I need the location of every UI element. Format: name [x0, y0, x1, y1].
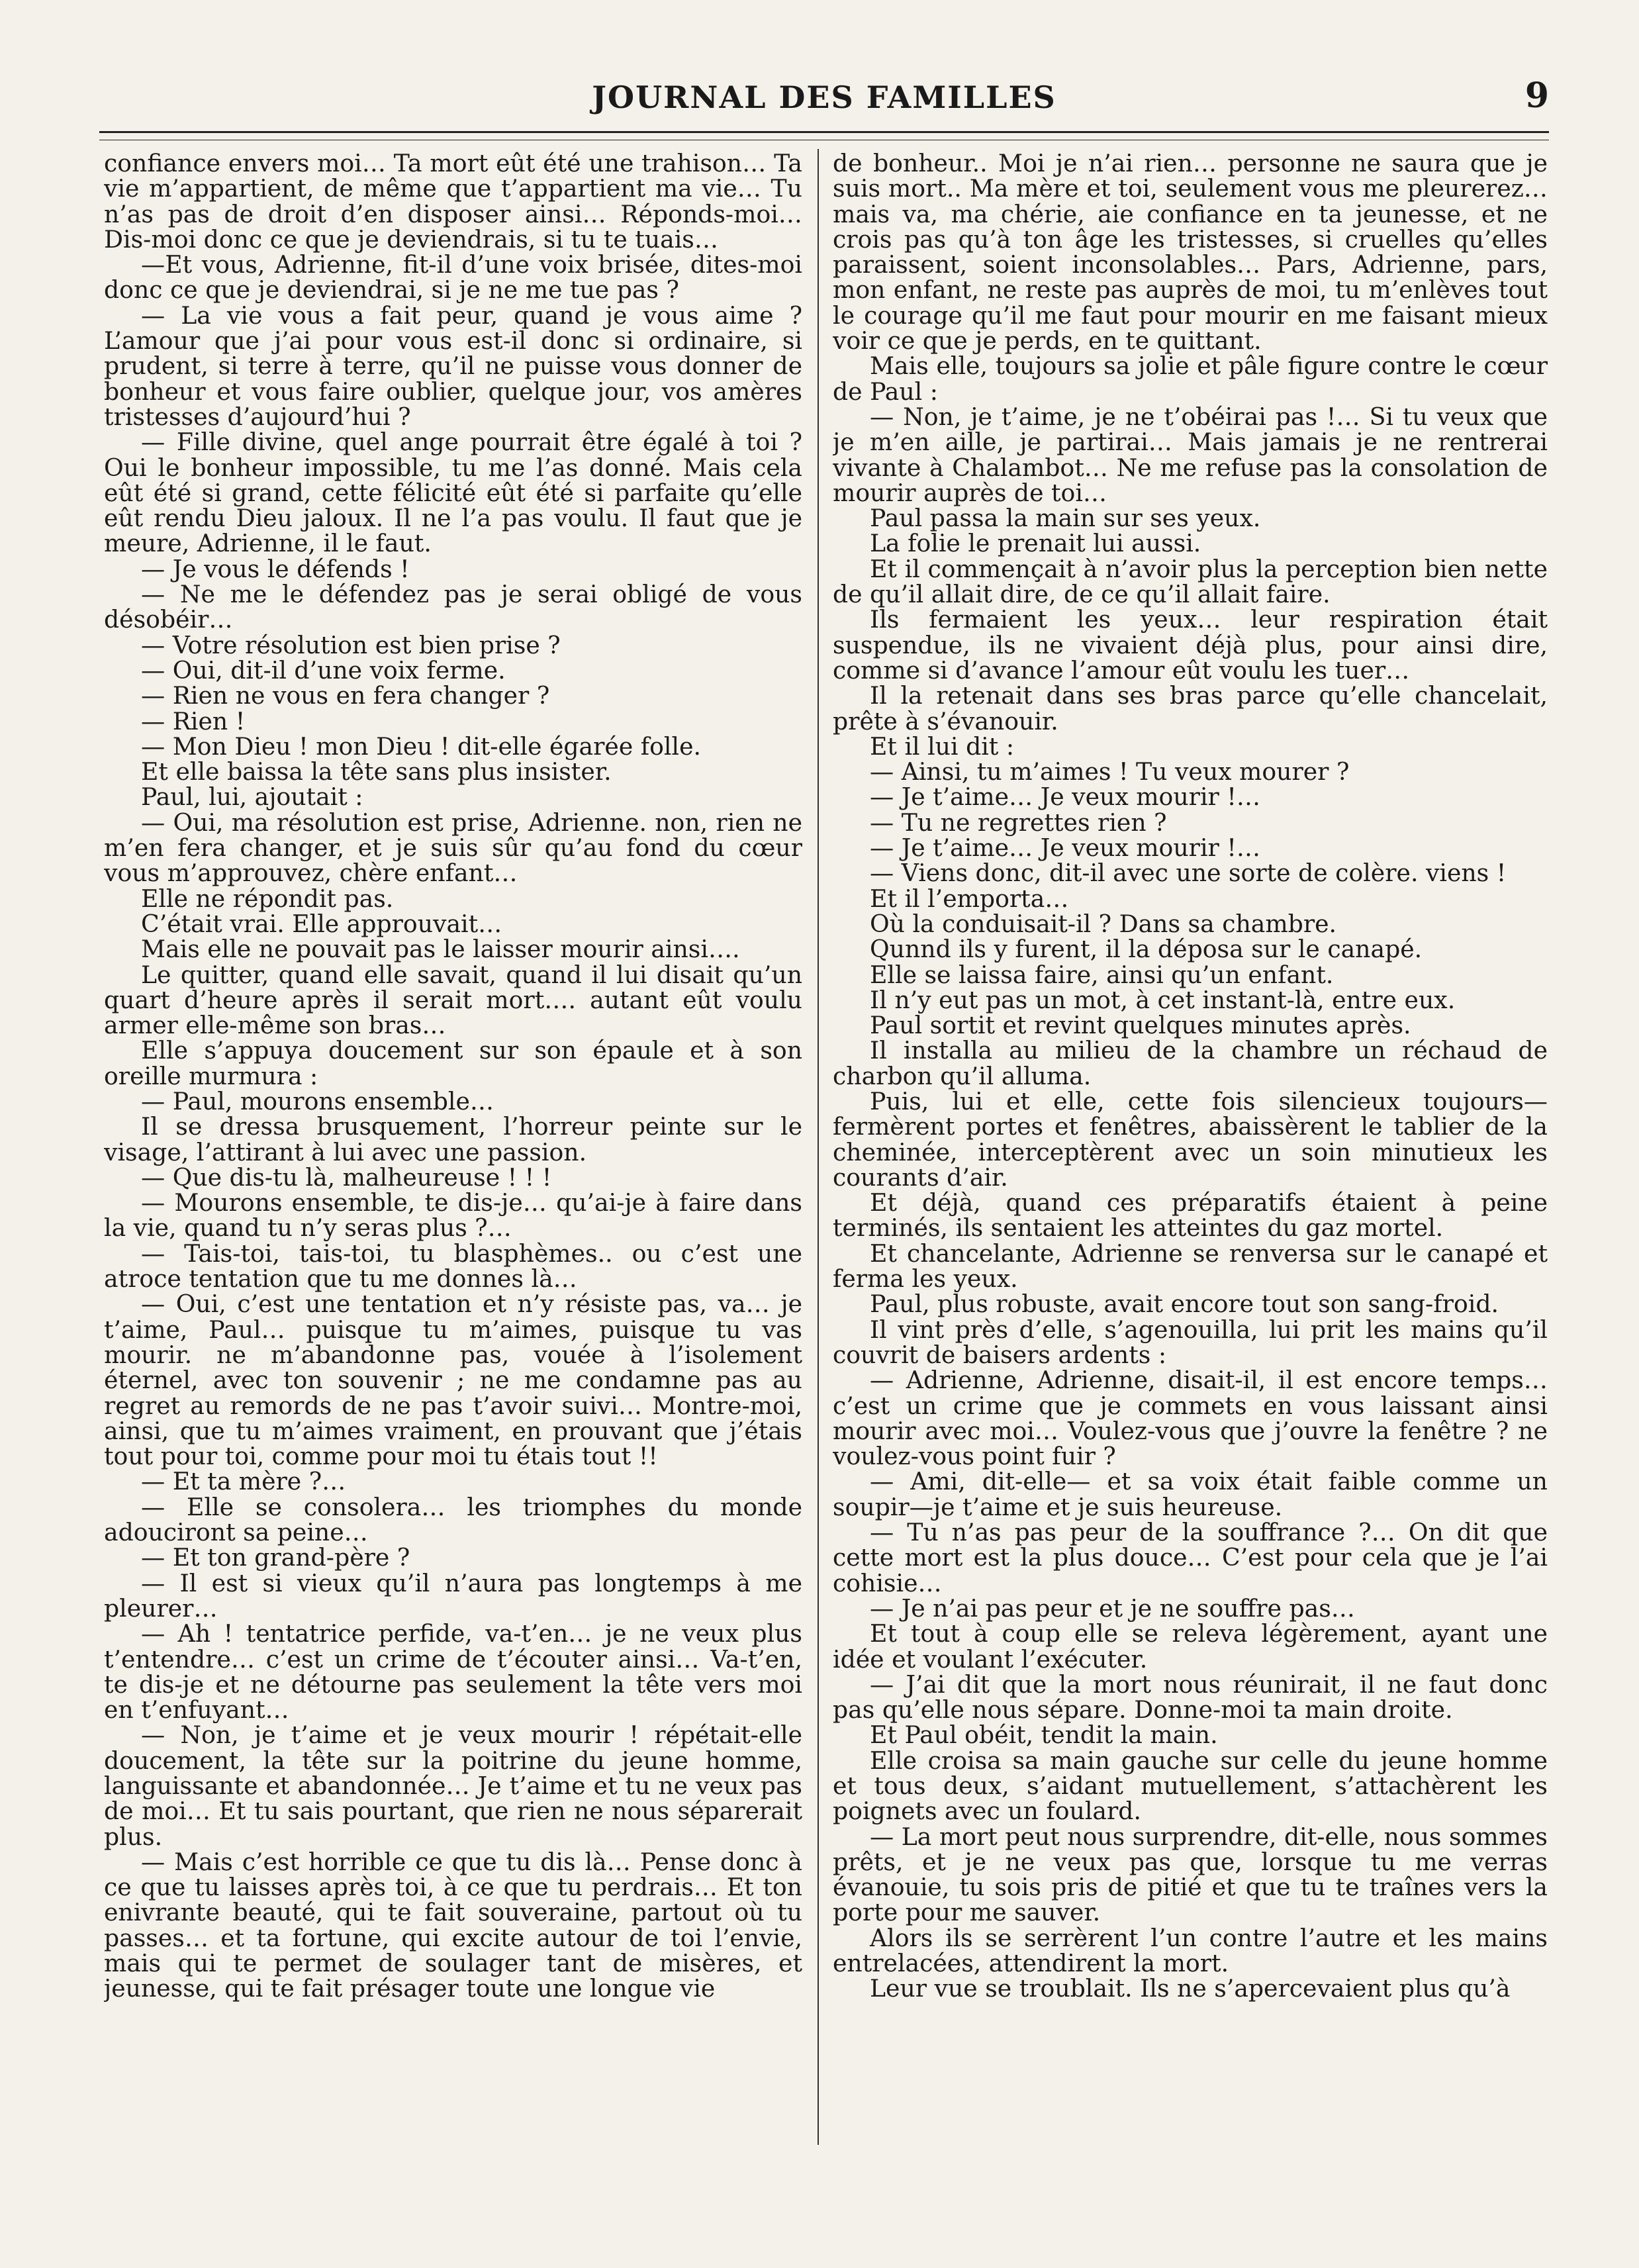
paragraph: C’était vrai. Elle approuvait…	[141, 909, 502, 938]
paragraph: — Ami, dit-elle— et sa voix était faible comme un soupir—je t’aime et je suis heureuse.	[833, 1467, 1548, 1521]
paragraph: — Non, je t’aime et je veux mourir ! répétait-elle doucement, la tête sur la poitrine du jeune homme, languissante et abandonnée… Je t’aime et tu ne veux pas de moi… Et tu sais pourtant, que rien ne nous séparerait plus.	[104, 1721, 802, 1851]
left-column	[104, 151, 802, 2144]
paragraph: Il vint près d’elle, s’agenouilla, lui prit les mains qu’il couvrit de baisers ardents :	[833, 1315, 1548, 1369]
page-header	[99, 73, 1549, 126]
paragraph: Il n’y eut pas un mot, à cet instant-là, entre eux.	[870, 985, 1456, 1014]
paragraph: — Rien !	[141, 706, 246, 735]
paragraph: Le quitter, quand elle savait, quand il lui disait qu’un quart d’heure après il serait mort…. autant eût voulu armer elle-même son bras…	[104, 960, 802, 1040]
paragraph: — Tais-toi, tais-toi, tu blasphèmes.. ou c’est une atroce tentation que tu me donnes là…	[104, 1239, 802, 1294]
paragraph: — Je vous le défends !	[141, 554, 410, 583]
paragraph: — Non, je t’aime, je ne t’obéirai pas !… Si tu veux que je m’en aille, je partirai… Mais jamais je ne rentrerai vivante à Chalambot… Ne me refuse pas la consolation de mourir auprès de toi…	[833, 402, 1548, 507]
paragraph: de bonheur.. Moi je n’ai rien… personne ne saura que je suis mort.. Ma mère et toi, seulement vous me pleurerez… mais va, ma chérie, aie confiance en ta jeunesse, et ne crois pas qu’à ton âge les tristesses, si cruelles qu’elles paraissent, soient inconsolables… Pars, Adrienne, pars, mon enfant, ne reste pas auprès de moi, tu m’enlèves tout le courage qu’il me faut pour mourir en me faisant mieux voir ce que je perds, en te quittant.	[833, 151, 1548, 355]
paragraph: confiance envers moi… Ta mort eût été une trahison… Ta vie m’appartient, de même que t’appartient ma vie… Tu n’as pas de droit d’en disposer ainsi… Réponds-moi… Dis-moi donc ce que je deviendrais, si tu te tuais…	[104, 151, 802, 254]
paragraph: — Elle se consolera… les triomphes du monde adouciront sa peine…	[104, 1492, 802, 1547]
paragraph: Et il lui dit :	[870, 732, 1015, 761]
paragraph: — Adrienne, Adrienne, disait-il, il est encore temps… c’est un crime que je commets en vous laissant ainsi mourir avec moi… Voulez-vous que j’ouvre la fenêtre ? ne voulez-vous point fuir ?	[833, 1366, 1548, 1471]
paragraph: — Oui, dit-il d’une voix ferme.	[141, 655, 506, 685]
paragraph: — Viens donc, dit-il avec une sorte de colère. viens !	[870, 859, 1507, 888]
paragraph: —Et vous, Adrienne, fit-il d’une voix brisée, dites-moi donc ce que je deviendrai, si je ne me tue pas ?	[104, 250, 802, 305]
paragraph: — Et ta mère ?…	[141, 1467, 346, 1496]
paragraph: — La vie vous a fait peur, quand je vous aime ? L’amour que j’ai pour vous est-il donc si ordinaire, si prudent, si terre à terre, qu’il ne puisse vous donner de bonheur et vous faire oublier, quelque jour, vos amères tristesses d’aujourd’hui ?	[104, 301, 802, 431]
right-column	[833, 151, 1548, 2144]
paragraph: Il installa au milieu de la chambre un réchaud de charbon qu’il alluma.	[833, 1036, 1548, 1090]
paragraph: Alors ils se serrèrent l’un contre l’autre et les mains entrelacées, attendirent la mort.	[833, 1923, 1548, 1978]
paragraph: La folie le prenait lui aussi.	[870, 529, 1201, 558]
header-rule	[99, 131, 1549, 140]
paragraph: Elle croisa sa main gauche sur celle du jeune homme et tous deux, s’aidant mutuellement, s’attachèrent les poignets avec un foulard.	[833, 1746, 1548, 1826]
paragraph: Et il commençait à n’avoir plus la perception bien nette de qu’il allait dire, de ce qu’il allait faire.	[833, 554, 1548, 609]
paragraph: Il la retenait dans ses bras parce qu’elle chancelait, prête à s’évanouir.	[833, 681, 1548, 735]
column-divider	[818, 149, 819, 2145]
paragraph: — Je n’ai pas peur et je ne souffre pas…	[870, 1593, 1355, 1623]
paragraph: — Oui, ma résolution est prise, Adrienne. non, rien ne m’en fera changer, et je suis sûr qu’au fond du cœur vous m’approuvez, chère enfant…	[104, 808, 802, 888]
paragraph: — Tu ne regrettes rien ?	[870, 808, 1167, 837]
paragraph: Paul passa la main sur ses yeux.	[870, 504, 1261, 533]
page-number: 9	[1524, 75, 1549, 116]
paragraph: — Paul, mourons ensemble…	[141, 1086, 494, 1115]
paragraph: — Ne me le défendez pas je serai obligé de vous désobéir…	[104, 580, 802, 634]
paragraph: — Mais c’est horrible ce que tu dis là… Pense donc à ce que tu laisses après toi, à ce que tu perdrais… Et ton enivrante beauté, qui te fait souveraine, partout où tu passes… et ta fortune, qui excite autour de toi l’envie, mais qui te permet de soulager tant de misères, et jeunesse, qui te fait présager toute une longue vie	[104, 1847, 802, 2003]
paragraph: — Je t’aime… Je veux mourir !…	[870, 833, 1261, 863]
paragraph: Elle ne répondit pas.	[141, 884, 394, 913]
paragraph: Et chancelante, Adrienne se renversa sur le canapé et ferma les yeux.	[833, 1239, 1548, 1294]
paragraph: Où la conduisait-il ? Dans sa chambre.	[870, 909, 1337, 938]
paragraph: — Votre résolution est bien prise ?	[141, 630, 561, 659]
paragraph: — Ainsi, tu m’aimes ! Tu veux mourer ?	[870, 757, 1350, 786]
paragraph: Paul, plus robuste, avait encore tout son sang-froid.	[870, 1290, 1499, 1319]
paragraph: Et tout à coup elle se releva légèrement, ayant une idée et voulant l’exécuter.	[833, 1619, 1548, 1674]
paragraph: Elle se laissa faire, ainsi qu’un enfant.	[870, 960, 1334, 989]
paragraph: — La mort peut nous surprendre, dit-elle, nous sommes prêts, et je ne veux pas que, lorsque tu me verras évanouie, tu sois pris de pitié et que tu te traînes vers la porte pour me sauver.	[833, 1822, 1548, 1927]
paragraph: Mais elle, toujours sa jolie et pâle figure contre le cœur de Paul :	[833, 352, 1548, 406]
paragraph: Paul, lui, ajoutait :	[141, 782, 363, 812]
paragraph: Et il l’emporta…	[870, 884, 1069, 913]
paragraph: — Ah ! tentatrice perfide, va-t’en… je ne veux plus t’entendre… c’est un crime de t’écouter ainsi… Va-t’en, te dis-je et ne détourne pas seulement la tête vers moi en t’enfuyant…	[104, 1619, 802, 1725]
paragraph: — Rien ne vous en fera changer ?	[141, 681, 550, 710]
paragraph: Et elle baissa la tête sans plus insister.	[141, 757, 612, 786]
paragraph: — Mon Dieu ! mon Dieu ! dit-elle égarée folle.	[141, 732, 701, 761]
paragraph: — Tu n’as pas peur de la souffrance ?… On dit que cette mort est la plus douce… C’est pour cela que je l’ai cohisie…	[833, 1518, 1548, 1597]
paragraph: Et Paul obéit, tendit la main.	[870, 1721, 1218, 1750]
journal-title: JOURNAL DES FAMILLES	[592, 79, 1056, 115]
paragraph: Elle s’appuya doucement sur son épaule et à son oreille murmura :	[104, 1036, 802, 1090]
paragraph: Puis, lui et elle, cette fois silencieux toujours—fermèrent portes et fenêtres, abaissèrent le tablier de la cheminée, interceptèrent avec un soin minutieux les courants d’air.	[833, 1086, 1548, 1192]
paragraph: — Que dis-tu là, malheureuse ! ! !	[141, 1162, 552, 1192]
paragraph: Paul sortit et revint quelques minutes après.	[870, 1011, 1411, 1040]
paragraph: Qunnd ils y furent, il la déposa sur le canapé.	[870, 935, 1423, 964]
paragraph: — Oui, c’est une tentation et n’y résiste pas, va… je t’aime, Paul… puisque tu m’aimes, puisque tu vas mourir. ne m’abandonne pas, vouée à l’isolement éternel, avec ton souvenir ; ne me condamne pas au regret au remords de ne pas t’avoir suivi… Montre-moi, ainsi, que tu m’aimes vraiment, en prouvant que j’étais tout pour toi, comme pour moi tu étais tout !!	[104, 1290, 802, 1471]
paragraph: — J’ai dit que la mort nous réunirait, il ne faut donc pas qu’elle nous sépare. Donne-moi ta main droite.	[833, 1670, 1548, 1725]
paragraph: Et déjà, quand ces préparatifs étaient à peine terminés, ils sentaient les atteintes du gaz mortel.	[833, 1188, 1548, 1243]
paragraph: Mais elle ne pouvait pas le laisser mourir ainsi….	[141, 935, 740, 964]
paragraph: Il se dressa brusquement, l’horreur peinte sur le visage, l’attirant à lui avec une passion.	[104, 1112, 802, 1166]
paragraph: — Mourons ensemble, te dis-je… qu’ai-je à faire dans la vie, quand tu n’y seras plus ?…	[104, 1188, 802, 1243]
paragraph: — Je t’aime… Je veux mourir !…	[870, 782, 1261, 812]
paragraph: Leur vue se troublait. Ils ne s’apercevaient plus qu’à	[870, 1974, 1511, 2003]
paragraph: Ils fermaient les yeux… leur respiration était suspendue, ils ne vivaient déjà plus, pour ainsi dire, comme si d’avance l’amour eût voulu les tuer…	[833, 605, 1548, 685]
paragraph: — Il est si vieux qu’il n’aura pas longtemps à me pleurer…	[104, 1568, 802, 1623]
paragraph: — Et ton grand-père ?	[141, 1543, 410, 1572]
paragraph: — Fille divine, quel ange pourrait être égalé à toi ? Oui le bonheur impossible, tu me l’as donné. Mais cela eût été si grand, cette félicité eût été si parfaite qu’elle eût rendu Dieu jaloux. Il ne l’a pas voulu. Il faut que je meure, Adrienne, il le faut.	[104, 428, 802, 558]
